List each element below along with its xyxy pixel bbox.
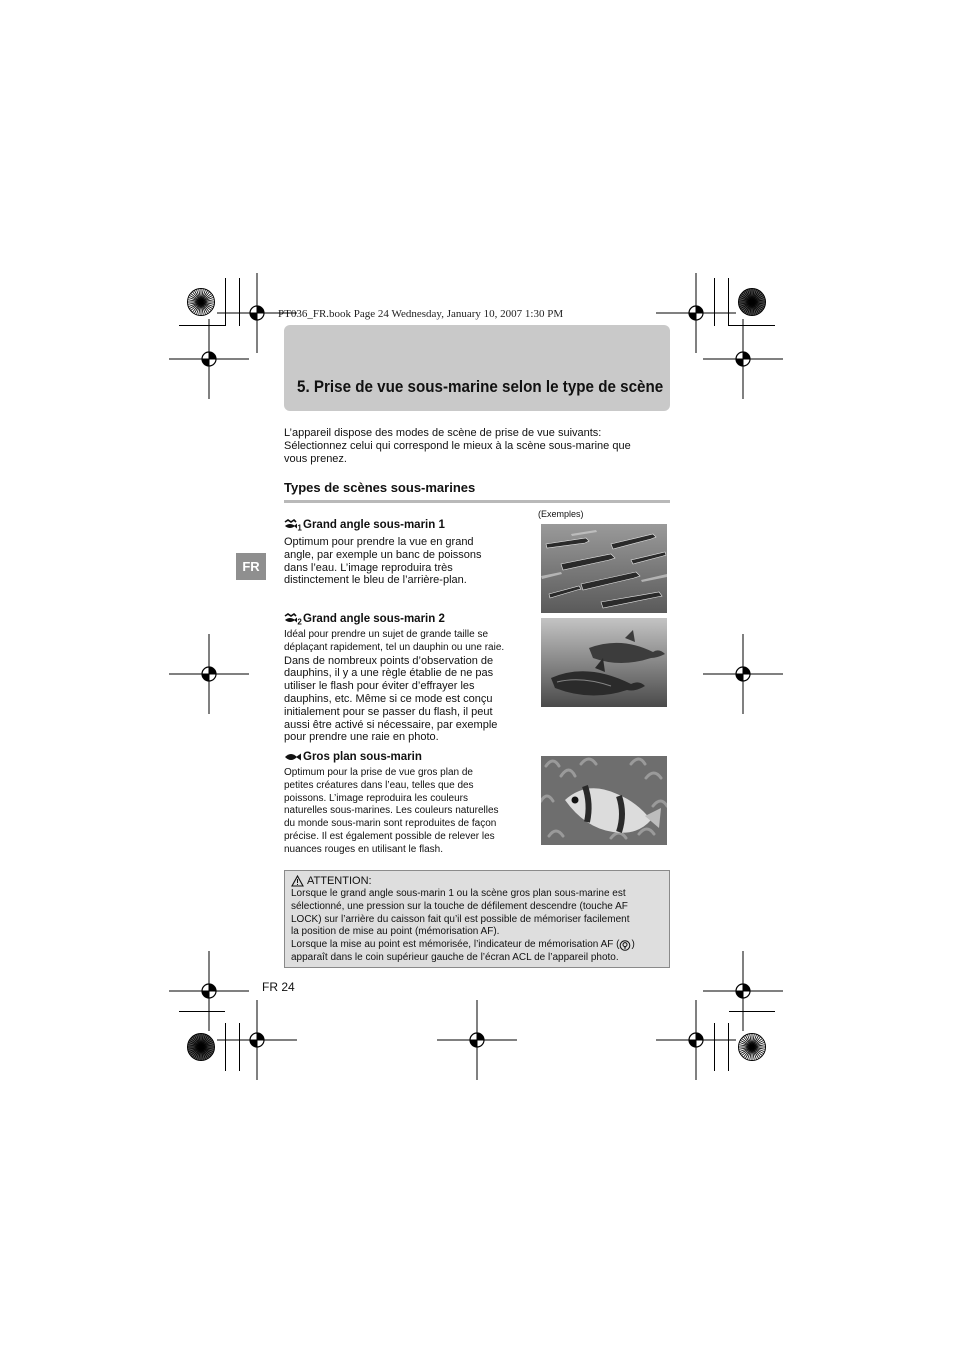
attention-line: Lorsque le grand angle sous-marin 1 ou la scène gros plan sous-marine est [291,888,626,899]
entry-line: petites créatures dans l’eau, telles que des [284,779,474,791]
attention-line: LOCK) sur l’arrière du caisson fait qu’il est possible de mémoriser facilement [291,913,630,925]
icon-digit: 2 [297,617,302,625]
af-lock-icon [619,940,631,951]
crop-line [728,1023,729,1071]
section-heading: Types de scènes sous-marines [284,480,670,503]
intro-paragraph [284,427,674,466]
entry-line: poissons. L’image reproduira les couleurs [284,792,468,804]
entry-line: Optimum pour prendre la vue en grand [284,536,474,548]
entry-line: précise. Il est également possible de relever les [284,830,495,842]
icon-digit: 1 [297,523,302,531]
intro-line: Sélectionnez celui qui correspond le mieux à la scène sous-marine que [284,440,631,452]
entry-line: dauphins, etc. Même si ce mode est conçu [284,692,493,705]
registration-mark [437,1000,517,1080]
crop-line [714,278,715,326]
attention-line-part: Lorsque la mise au point est mémorisée, l’indicateur de mémorisation AF ( [291,939,620,951]
photo-fish-school [541,524,667,613]
attention-line: apparaît dans le coin supérieur gauche de l’écran ACL de l’appareil photo. [291,951,619,963]
underwater-wide-1-icon [284,519,302,531]
registration-mark [169,634,249,714]
crop-line [728,278,729,326]
attention-line: la position de mise au point (mémorisation AF). [291,926,500,938]
entry-line: nuances rouges en utilisant le flash. [284,843,443,855]
attention-label: ATTENTION: [307,875,372,887]
crop-line [729,325,775,326]
entry-line: dauphins, il y a une règle établie de ne pas [284,667,494,680]
photo-dolphins [541,618,667,707]
attention-box [284,870,670,968]
entry-line: du monde sous-marin sont reproduites de façon [284,818,497,830]
attention-line [291,939,663,952]
page-title: 5. Prise de vue sous-marine selon le type de scène [297,378,664,396]
crop-line [729,1011,775,1012]
language-tab: FR [236,553,266,580]
entry-title: Grand angle sous-marin 1 [303,519,445,531]
intro-line: vous prenez. [284,453,347,465]
entry-line: distinctement le bleu de l’arrière-plan. [284,574,467,587]
scene-entry-wide-1 [284,519,529,587]
entry-line: dans l’eau. L’image reproduira très [284,561,453,574]
crop-line [225,1023,226,1071]
entry-title: Grand angle sous-marin 2 [303,613,445,625]
scene-entry-wide-2 [284,613,534,744]
attention-line: sélectionné, une pression sur la touche de défilement descendre (touche AF [291,900,628,912]
registration-target [186,287,216,317]
entry-line: naturelles sous-marines. Les couleurs naturelles [284,805,499,817]
crop-line [239,1023,240,1071]
crop-line [179,325,225,326]
scene-entry-macro [284,751,534,857]
underwater-macro-icon [284,751,302,763]
photo-clownfish [541,756,667,845]
entry-line: aussi être activé si nécessaire, par exemple [284,718,498,731]
entry-line: Optimum pour la prise de vue gros plan de [284,767,473,778]
entry-line: initialement pour se passer du flash, il peut [284,705,493,718]
crop-line [239,278,240,326]
entry-line: Dans de nombreux points d’observation de [284,654,494,667]
entry-heading [284,519,529,531]
registration-mark [217,1000,297,1080]
attention-heading [291,874,663,888]
entry-line: Idéal pour prendre un sujet de grande taille se [284,629,489,640]
entry-heading [284,613,534,625]
registration-mark [169,319,249,399]
crop-line [714,1023,715,1071]
examples-label: (Exemples) [538,509,584,519]
entry-line: utiliser le flash pour éviter d’effrayer les [284,680,475,693]
entry-heading [284,751,534,763]
registration-target [737,287,767,317]
crop-line [179,1011,225,1012]
registration-mark [703,634,783,714]
underwater-wide-2-icon [284,613,302,625]
registration-mark [703,319,783,399]
print-slug: PT036_FR.book Page 24 Wednesday, January 10, 2007 1:30 PM [278,308,564,320]
entry-line: angle, par exemple un banc de poissons [284,548,482,561]
intro-line: L’appareil dispose des modes de scène de prise de vue suivants: [284,427,602,439]
entry-line: déplaçant rapidement, tel un dauphin ou une raie. [284,641,505,653]
title-band [284,325,670,411]
page-number: FR 24 [262,980,295,994]
entry-title: Gros plan sous-marin [303,751,422,763]
warning-icon [291,875,304,887]
crop-line [225,278,226,326]
attention-line-part: ) [631,939,635,951]
registration-target [186,1032,216,1062]
entry-line: pour prendre une raie en photo. [284,731,439,744]
registration-target [737,1032,767,1062]
registration-mark [656,1000,736,1080]
